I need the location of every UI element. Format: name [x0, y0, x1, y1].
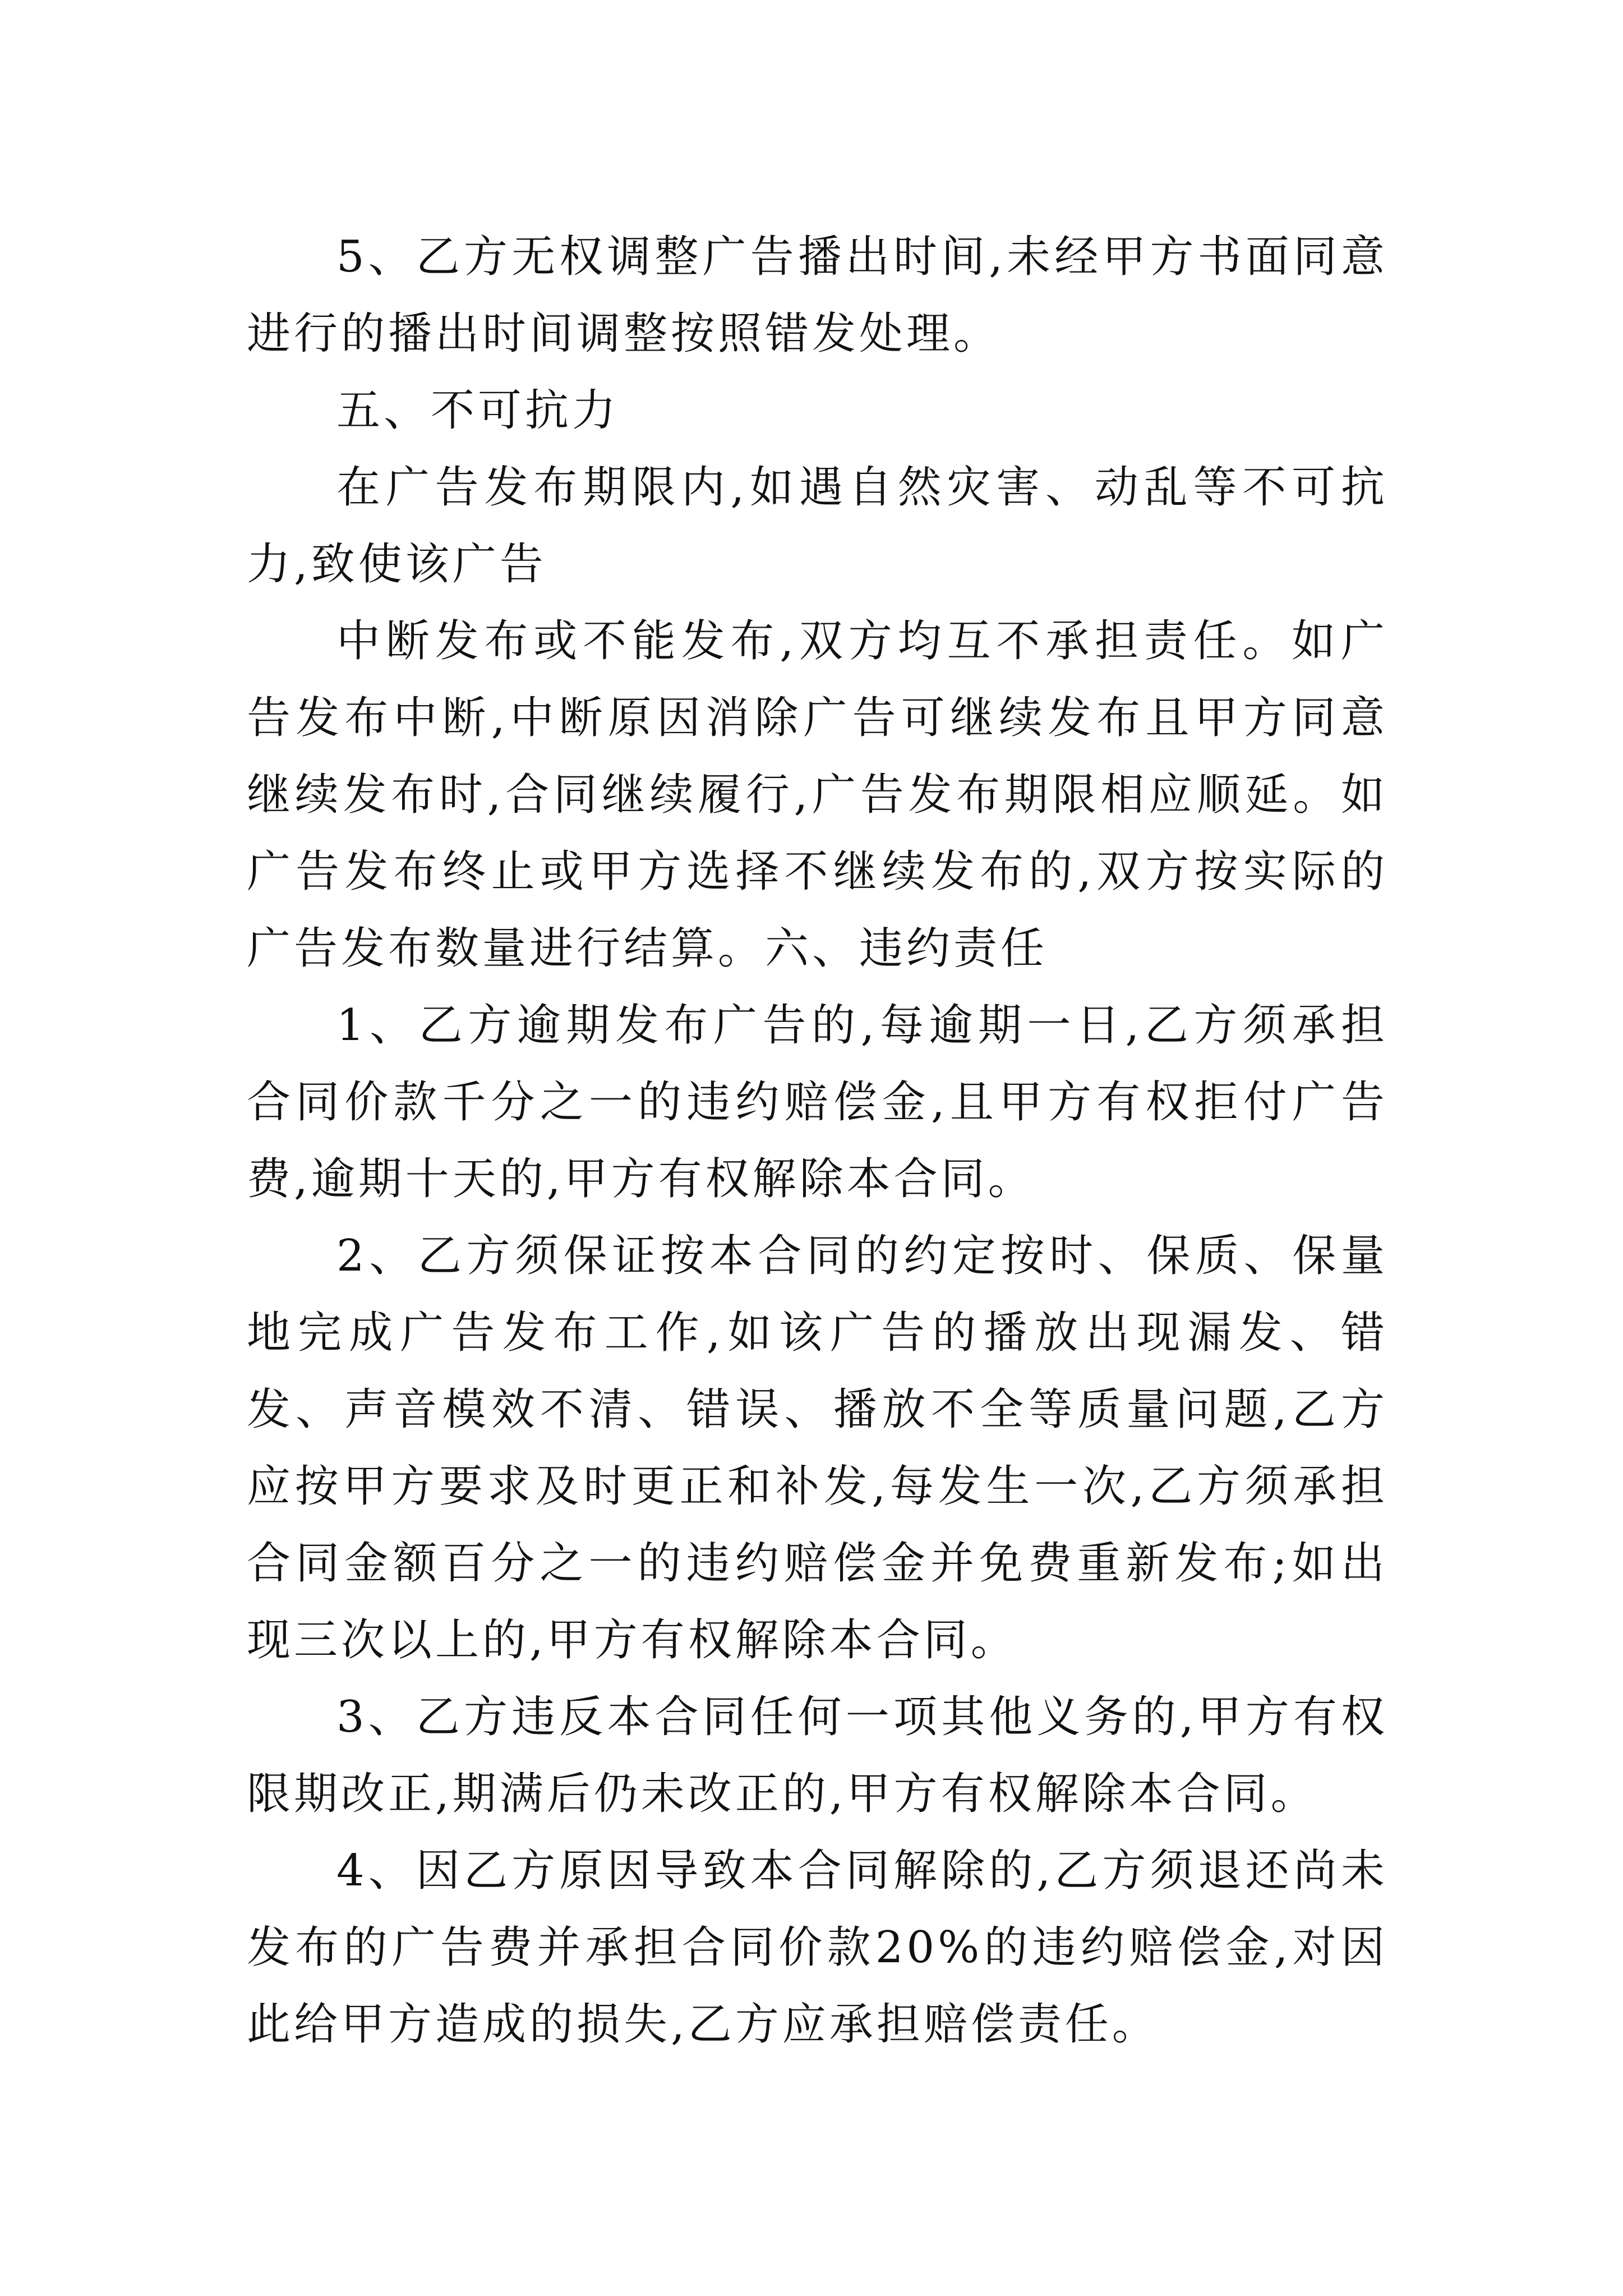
paragraph-force-majeure-1: 在广告发布期限内,如遇自然灾害、动乱等不可抗力,致使该广告: [247, 462, 1388, 590]
paragraph-force-majeure-2: 中断发布或不能发布,双方均互不承担责任。如广告发布中断,中断原因消除广告可继续发布且甲方同意继续发布时,合同继续履行,广告发布期限相应顺延。如广告发布终止或甲方选择不继续发布的,双方按实际的广告发布数量进行结算。六、违约责任: [247, 616, 1388, 974]
paragraph-clause-6-1: 1、乙方逾期发布广告的,每逾期一日,乙方须承担合同价款千分之一的违约赔偿金,且甲方有权拒付广告费,逾期十天的,甲方有权解除本合同。: [247, 1000, 1388, 1204]
document-body: [247, 219, 1388, 2063]
section-heading-force-majeure: 五、不可抗力: [336, 385, 620, 436]
paragraph-clause-6-3: 3、乙方违反本合同任何一项其他义务的,甲方有权限期改正,期满后仍未改正的,甲方有权解除本合同。: [247, 1692, 1388, 1819]
paragraph-clause-4-5: 5、乙方无权调整广告播出时间,未经甲方书面同意进行的播出时间调整按照错发处理。: [247, 232, 1388, 359]
paragraph-clause-6-2: 2、乙方须保证按本合同的约定按时、保质、保量地完成广告发布工作,如该广告的播放出现漏发、错发、声音模效不清、错误、播放不全等质量问题,乙方应按甲方要求及时更正和补发,每发生一次,乙方须承担合同金额百分之一的违约赔偿金并免费重新发布;如出现三次以上的,甲方有权解除本合同。: [247, 1231, 1388, 1665]
paragraph-clause-6-4: 4、因乙方原因导致本合同解除的,乙方须退还尚未发布的广告费并承担合同价款20%的违约赔偿金,对因此给甲方造成的损失,乙方应承担赔偿责任。: [247, 1846, 1388, 2050]
